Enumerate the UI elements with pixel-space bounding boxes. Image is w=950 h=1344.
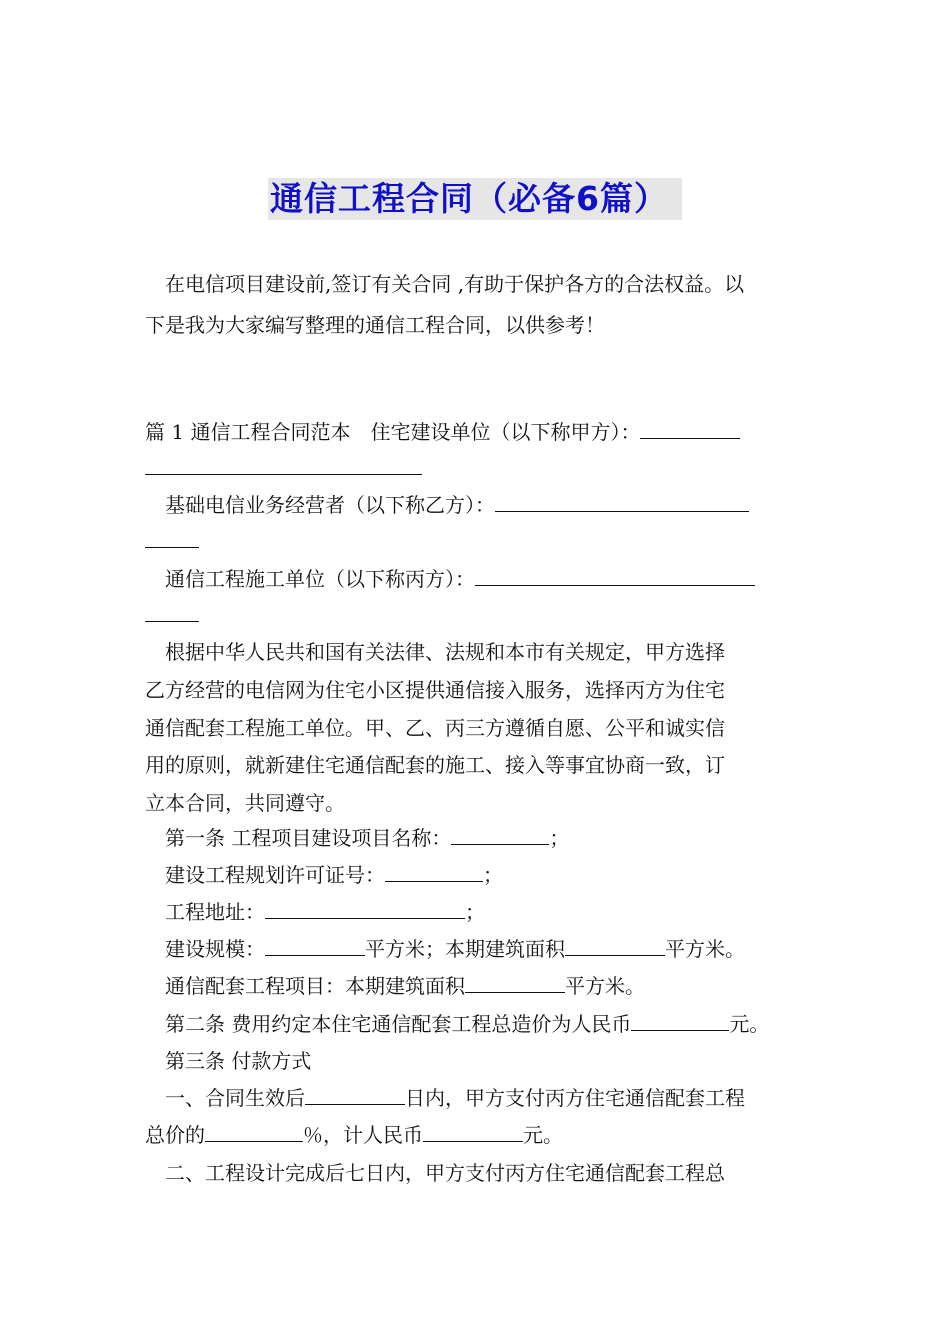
party-b-blank-continued-line [145,527,825,555]
scale-line [165,935,845,963]
party-a-blank-continued [145,454,422,475]
permit-tail: ； [483,863,503,887]
party-b-blank-continued [145,527,199,548]
scale-unit-1: 平方米；本期建筑面积 [365,937,565,961]
scale-blank-2 [565,935,665,956]
title-wrap [0,178,950,220]
payment-item-1-e: 元。 [523,1123,563,1147]
preamble-line-3: 通信配套工程施工单位。甲、乙、丙三方遵循自愿、公平和诚实信 [145,716,725,740]
payment-item-1-c: 总价的 [145,1123,205,1147]
permit-line [165,861,845,889]
section-1-heading: 篇 1 通信工程合同范本 [145,420,351,444]
party-c-line [165,565,845,593]
preamble-line-2: 乙方经营的电信网为住宅小区提供通信接入服务，选择丙方为住宅 [145,678,725,702]
supporting-blank [465,972,565,993]
project-name-blank [451,824,549,845]
party-c-blank [475,565,755,586]
party-b-line [165,491,845,519]
address-line [165,898,845,926]
payment-item-1-a: 一、合同生效后 [165,1086,305,1110]
amount-blank [423,1121,523,1142]
payment-item-1-line [165,1084,845,1112]
party-b-label: 基础电信业务经营者（以下称乙方）： [165,493,495,517]
article-3-label: 第三条 付款方式 [165,1049,312,1073]
intro-line-2: 下是我为大家编写整理的通信工程合同，以供参考！ [145,313,605,337]
address-label: 工程地址： [165,900,265,924]
party-c-blank-continued-line [145,601,825,629]
intro-line-1: 在电信项目建设前,签订有关合同 ,有助于保护各方的合法权益。以 [165,272,745,296]
supporting-label: 通信配套工程项目：本期建筑面积 [165,974,465,998]
party-a-blank [640,418,740,439]
payment-item-1-d: ％，计人民币 [303,1123,423,1147]
preamble-line-4: 用的原则，就新建住宅通信配套的施工、接入等事宜协商一致，订 [145,753,725,777]
payment-item-1-cont-line [145,1121,825,1149]
article-2-label: 第二条 费用约定本住宅通信配套工程总造价为人民币 [165,1012,632,1036]
preamble-line-5: 立本合同，共同遵守。 [145,791,345,815]
percent-blank [205,1121,303,1142]
article-1-line [165,824,845,852]
scale-blank-1 [265,935,365,956]
total-price-blank [631,1010,729,1031]
article-1-label: 第一条 工程项目建设项目名称： [165,826,452,850]
scale-label: 建设规模： [165,937,265,961]
permit-blank [385,861,483,882]
article-1-tail: ； [549,826,570,850]
article-2-line [165,1010,845,1038]
party-a-blank-continued-line [145,454,825,482]
section-1-heading-line [145,418,825,446]
permit-label: 建设工程规划许可证号： [165,863,385,887]
supporting-unit: 平方米。 [565,974,645,998]
party-b-blank [495,491,749,512]
document-title: 通信工程合同（必备6篇） [268,178,682,220]
scale-unit-2: 平方米。 [665,937,745,961]
address-tail: ； [465,900,485,924]
address-blank [265,898,465,919]
party-c-label: 通信工程施工单位（以下称丙方）： [165,567,475,591]
supporting-line [165,972,845,1000]
party-c-blank-continued [145,601,199,622]
article-2-unit: 元。 [729,1012,770,1036]
preamble-line-1: 根据中华人民共和国有关法律、法规和本市有关规定，甲方选择 [165,640,725,664]
payment-item-1-b: 日内，甲方支付丙方住宅通信配套工程 [405,1086,745,1110]
payment-item-2: 二、工程设计完成后七日内，甲方支付丙方住宅通信配套工程总 [165,1161,725,1185]
party-a-label: 住宅建设单位（以下称甲方）： [370,420,641,444]
days-blank [305,1084,405,1105]
